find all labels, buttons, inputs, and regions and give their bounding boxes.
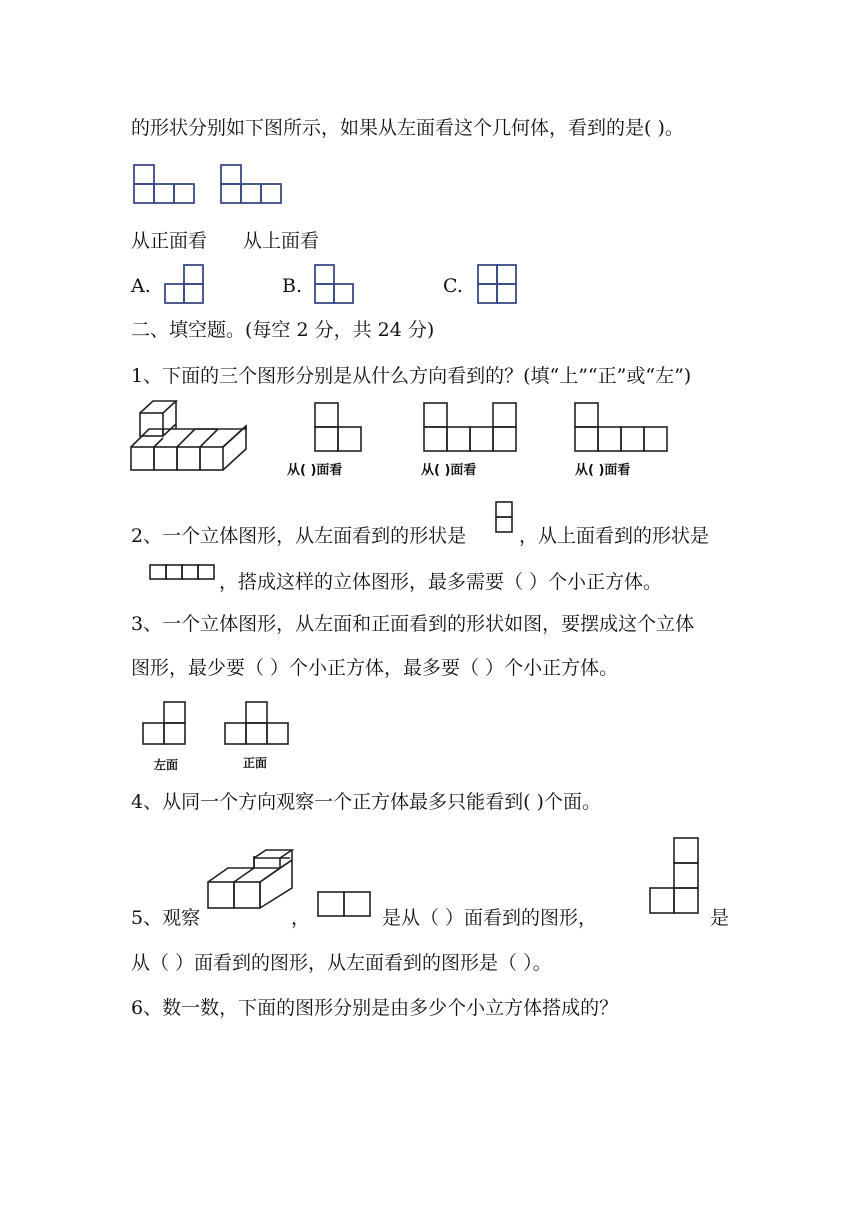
section-title: 二、填空题。(每空 2 分，共 24 分) [131, 319, 435, 341]
q3-front-view-figure [223, 700, 295, 748]
option-a-label: A. [131, 275, 151, 297]
q1-caption-3: 从( )面看 [575, 463, 631, 478]
q5-part1: 5、观察 [131, 907, 201, 929]
q5-line2: 从（ ）面看到的图形，从左面看到的图形是（ ）。 [131, 952, 552, 974]
q2-top-view-figure [148, 563, 218, 583]
option-a-figure [164, 263, 210, 305]
q1-view-figure-1 [313, 401, 367, 453]
q3-left-label: 左面 [154, 758, 179, 772]
q5-part2: ， [291, 907, 311, 929]
option-b-label: B. [282, 275, 303, 297]
q5-part3: 是从（ ）面看到的图形， [382, 907, 598, 929]
q3-front-label: 正面 [243, 756, 268, 770]
q2-line2: ，搭成这样的立体图形，最多需要（ ）个小正方体。 [219, 571, 663, 593]
q1-solid-figure [129, 399, 251, 475]
q2-line1-b: ，从上面看到的形状是 [519, 525, 710, 547]
q5-solid-figure [206, 856, 292, 912]
top-view-figure [219, 163, 289, 205]
q2-left-view-figure [494, 500, 516, 536]
top-view-label: 从上面看 [243, 230, 320, 252]
q5-view-figure-2 [646, 836, 704, 918]
q1-view-figure-2 [422, 401, 522, 453]
q1-caption-1: 从( )面看 [287, 463, 343, 478]
front-view-figure [132, 163, 202, 205]
option-c-label: C. [443, 275, 463, 297]
option-b-figure [313, 263, 359, 305]
option-c-figure [476, 263, 522, 305]
q1-caption-2: 从( )面看 [421, 463, 477, 478]
q3-left-view-figure [141, 700, 191, 748]
q3-line1: 3、一个立体图形，从左面和正面看到的形状如图，要摆成这个立体 [131, 613, 695, 635]
front-view-label: 从正面看 [131, 230, 208, 252]
q1-text: 1、下面的三个图形分别是从什么方向看到的？(填“上”“正”或“左”) [131, 365, 692, 387]
q5-view-figure-1 [316, 890, 376, 920]
intro-question-line: 的形状分别如下图所示，如果从左面看这个几何体，看到的是( )。 [131, 117, 684, 139]
q5-part4: 是 [710, 907, 730, 929]
q6-text: 6、数一数，下面的图形分别是由多少个小立方体搭成的？ [131, 997, 619, 1019]
q2-line1-a: 2、一个立体图形，从左面看到的形状是 [131, 525, 467, 547]
q4-text: 4、从同一个方向观察一个正方体最多只能看到( )个面。 [131, 791, 601, 813]
q3-line2: 图形，最少要（ ）个小正方体，最多要（ ）个小正方体。 [131, 657, 619, 679]
q1-view-figure-3 [573, 401, 673, 453]
